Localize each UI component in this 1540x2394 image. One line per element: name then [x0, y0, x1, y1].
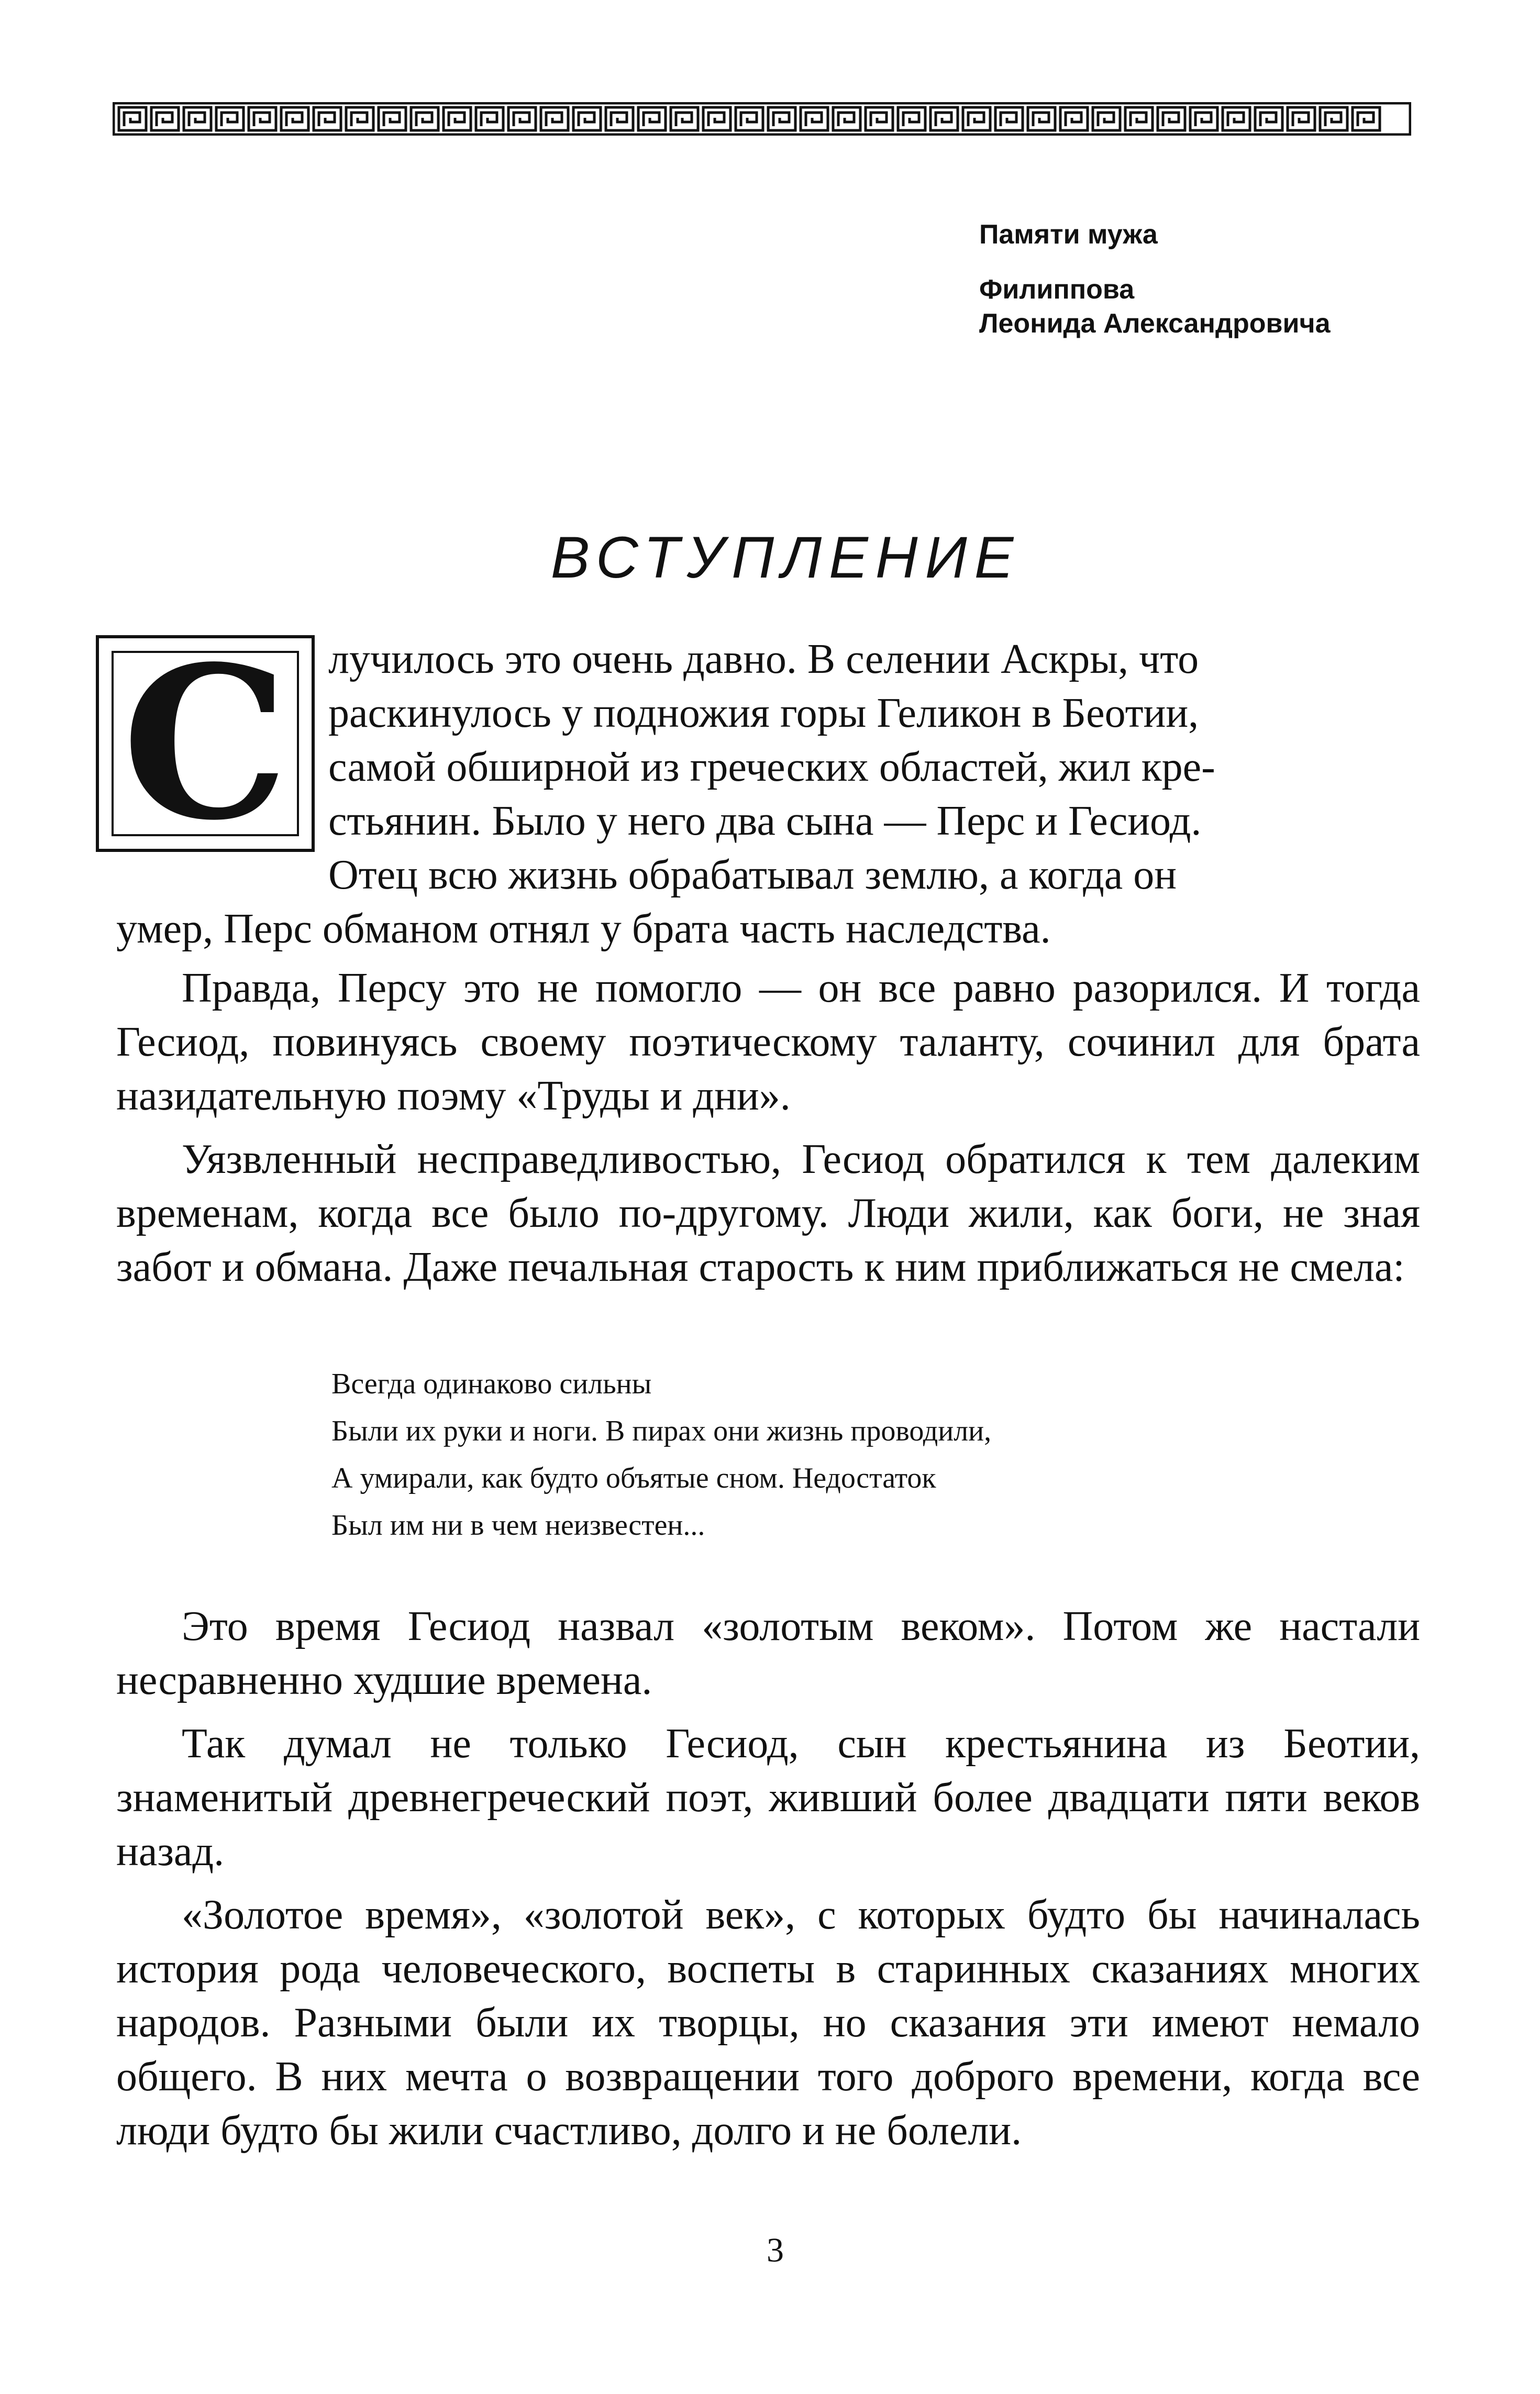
paragraph: «Золотое время», «золотой век», с которых будто бы начиналась история рода человеческого, воспеты в старинных сказаниях многих народов. Разными были их творцы, но сказания эти имеют немало общего. В них мечта о возвращении того доброго времени, когда все люди будто бы жили счастливо, долго и не болели.	[116, 1892, 1420, 2154]
key-meander	[773, 113, 789, 126]
paragraph: Уязвленный несправедливостью, Гесиод обратился к тем далеким временам, когда все было по-другому. Люди жили, как боги, не зная забот и обмана. Даже печальная старость к ним приближаться не смела:	[116, 1136, 1420, 1290]
key-meander	[481, 113, 497, 126]
key-meander	[189, 113, 205, 126]
key-meander	[416, 113, 432, 126]
key-meander	[903, 113, 919, 126]
intro-line: стьянин. Было у него два сына — Перс и Гесиод.	[328, 798, 1202, 844]
key-meander	[286, 113, 302, 126]
paragraph: Это время Гесиод назвал «золотым веком». Потом же настали несравненно худшие времена.	[116, 1603, 1420, 1703]
key-meander	[254, 113, 270, 126]
dedication-line-3: Леонида Александровича	[979, 308, 1331, 339]
key-meander	[351, 113, 367, 126]
key-meander	[319, 113, 335, 126]
verse-line: Был им ни в чем неизвестен...	[331, 1509, 705, 1542]
key-meander	[871, 113, 887, 126]
key-meander	[514, 113, 529, 126]
key-meander	[221, 113, 237, 126]
key-meander	[741, 113, 757, 126]
intro-line: Отец всю жизнь обрабатывал землю, а когда он	[328, 852, 1177, 898]
key-meander	[124, 113, 140, 126]
key-meander	[1163, 113, 1179, 126]
greek-key-border	[113, 102, 1411, 136]
key-meander	[1098, 113, 1114, 126]
chapter-heading: ВСТУПЛЕНИЕ	[550, 525, 1021, 590]
intro-line: раскинулось у подножия горы Геликон в Беотии,	[328, 690, 1199, 736]
key-meander	[1001, 113, 1016, 126]
key-meander	[1293, 113, 1309, 126]
key-meander	[611, 113, 627, 126]
dedication	[979, 220, 1503, 339]
paragraph: Так думал не только Гесиод, сын крестьянина из Беотии, знаменитый древнегреческий поэт, живший более двадцати пяти веков назад.	[116, 1721, 1420, 1875]
key-meander	[1131, 113, 1146, 126]
greek-key-pattern	[113, 102, 1411, 136]
key-meander	[806, 113, 822, 126]
key-meander	[1195, 113, 1211, 126]
key-meander	[1358, 113, 1373, 126]
verse-line: Всегда одинаково сильны	[331, 1368, 652, 1400]
key-meander	[1033, 113, 1049, 126]
key-meander	[579, 113, 594, 126]
intro-line: умер, Перс обманом отнял у брата часть наследства.	[116, 906, 1051, 952]
page-number: 3	[767, 2231, 784, 2269]
key-meander	[1228, 113, 1244, 126]
dedication-line-1: Памяти мужа	[979, 219, 1158, 250]
verse-quote	[331, 1360, 1379, 1549]
intro-paragraph	[116, 633, 1420, 956]
key-meander	[838, 113, 854, 126]
drop-cap-letter: С	[121, 620, 289, 867]
dedication-line-2: Филиппова	[979, 274, 1135, 305]
body-before-quote	[116, 961, 1420, 1304]
key-meander	[936, 113, 951, 126]
verse-line: А умирали, как будто объятые сном. Недостаток	[331, 1462, 936, 1494]
key-meander	[968, 113, 984, 126]
key-meander	[1066, 113, 1081, 126]
body-after-quote	[116, 1600, 1420, 2167]
key-meander	[157, 113, 172, 126]
intro-line: лучилось это очень давно. В селении Аскры, что	[328, 636, 1199, 682]
key-meander	[708, 113, 724, 126]
key-meander	[676, 113, 692, 126]
key-meander	[546, 113, 562, 126]
key-meander	[1260, 113, 1276, 126]
key-meander	[384, 113, 400, 126]
key-meander	[1325, 113, 1341, 126]
verse-line: Были их руки и ноги. В пирах они жизнь проводили,	[331, 1415, 992, 1447]
paragraph: Правда, Персу это не помогло — он все равно разорился. И тогда Гесиод, повинуясь своему поэтическому таланту, сочинил для брата назидательную поэму «Труды и дни».	[116, 965, 1420, 1119]
intro-line: самой обширной из греческих областей, жил кре-	[328, 744, 1215, 790]
key-meander	[449, 113, 464, 126]
key-meander	[644, 113, 659, 126]
